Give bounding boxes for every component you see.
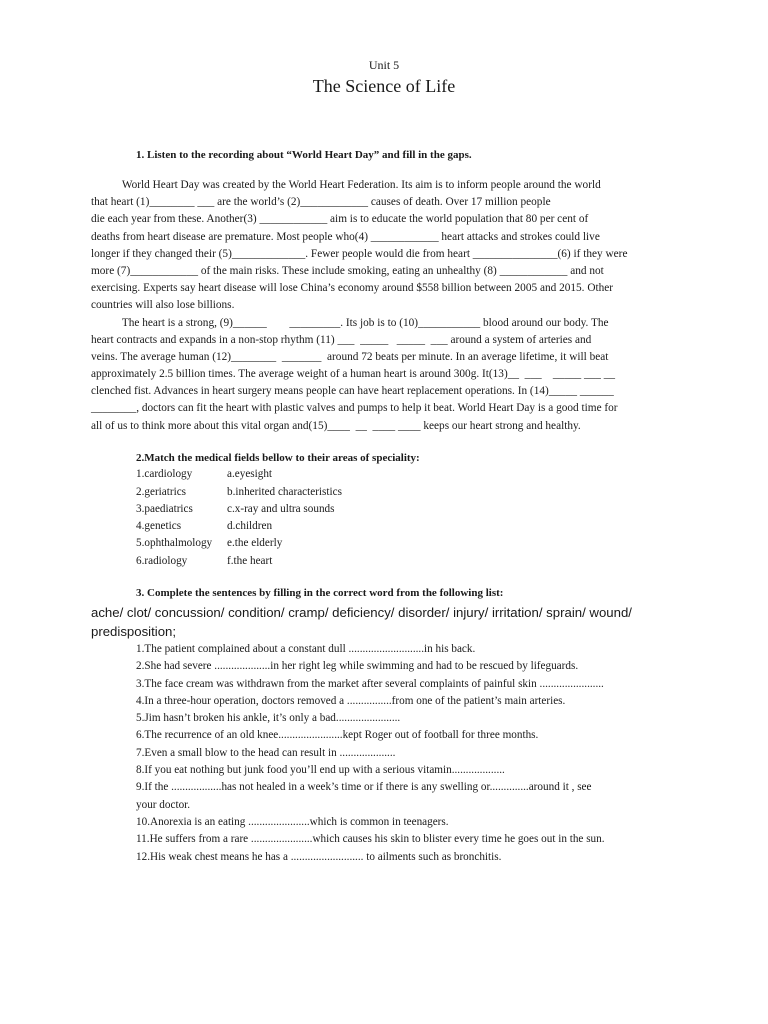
passage-line: more (7)____________ of the main risks. These include smoking, eating an unhealthy (8) ____________ and not — [91, 264, 604, 277]
match-row — [136, 555, 272, 567]
sentence-item: 7.Even a small blow to the head can result in .................... — [136, 746, 396, 759]
medical-field: 3.paediatrics — [136, 503, 193, 515]
unit-label: Unit 5 — [368, 58, 400, 72]
match-row — [136, 486, 342, 498]
passage-line: World Heart Day was created by the World Heart Federation. Its aim is to inform people around the world — [91, 179, 601, 191]
passage-line: approximately 2.5 billion times. The average weight of a human heart is around 300g. It(13)__ ___ _____ ___ __ — [91, 368, 616, 381]
speciality-area: c.x-ray and ultra sounds — [227, 503, 335, 515]
section1-heading: 1. Listen to the recording about “World Heart Day” and fill in the gaps. — [136, 149, 472, 161]
medical-field: 5.ophthalmology — [136, 537, 213, 549]
passage-line: veins. The average human (12)________ _______ around 72 beats per minute. In an average lifetime, it will beat — [91, 350, 609, 363]
speciality-area: a.eyesight — [227, 468, 273, 480]
medical-field: 1.cardiology — [136, 468, 193, 480]
passage-line: die each year from these. Another(3) ____________ aim is to educate the world population that 80 per cent of — [91, 213, 589, 226]
passage-line: ________, doctors can fit the heart with plastic valves and pumps to help it beat. World Heart Day is a good time for — [91, 402, 618, 415]
passage-line: longer if they changed their (5)_____________. Fewer people would die from heart _______________(6) if they were — [91, 247, 628, 260]
passage-line: countries will also lose billions. — [91, 299, 235, 312]
sentence-item: 12.His weak chest means he has a .......................... to ailments such as bronchitis. — [136, 850, 502, 863]
word-list — [91, 603, 691, 641]
sentence-item: 3.The face cream was withdrawn from the market after several complaints of painful skin ....................... — [136, 677, 604, 690]
sentence-item: 5.Jim hasn’t broken his ankle, it’s only a bad....................... — [136, 712, 401, 725]
sentence-item: 6.The recurrence of an old knee.......................kept Roger out of football for three months. — [136, 729, 539, 742]
sentence-item: 8.If you eat nothing but junk food you’ll end up with a serious vitamin................... — [136, 764, 505, 777]
match-row — [136, 503, 335, 515]
passage-line: heart contracts and expands in a non-stop rhythm (11) ___ _____ _____ ___ around a system of arteries and — [91, 333, 592, 346]
match-row — [136, 520, 272, 532]
passage-line: clenched fist. Advances in heart surgery means people can have heart replacement operations. In (14)_____ ______ — [91, 385, 614, 398]
passage-line: deaths from heart disease are premature. Most people who(4) ____________ heart attacks and strokes could live — [91, 230, 600, 243]
speciality-area: d.children — [227, 520, 273, 532]
sentence-item: 10.Anorexia is an eating ......................which is common in teenagers. — [136, 815, 449, 828]
page-title: The Science of Life — [312, 76, 456, 96]
sentence-item-continuation: your doctor. — [136, 798, 191, 811]
speciality-area: f.the heart — [227, 555, 273, 567]
passage-line: exercising. Experts say heart disease will lose China’s economy around $558 billion between 2005 and 2015. Other — [91, 282, 614, 295]
match-row — [136, 537, 282, 549]
section2-heading: 2.Match the medical fields bellow to their areas of speciality: — [136, 452, 420, 464]
speciality-area: e.the elderly — [227, 537, 283, 549]
sentence-list — [136, 641, 696, 866]
sentence-item: 4.In a three-hour operation, doctors removed a ................from one of the patient’s main arteries. — [136, 694, 566, 707]
speciality-area: b.inherited characteristics — [227, 486, 342, 498]
medical-field: 4.genetics — [136, 520, 182, 532]
section1-passage — [91, 177, 677, 435]
word-list-line: ache/ clot/ concussion/ condition/ cramp/ deficiency/ disorder/ injury/ irritation/ sprain/ wound/ — [91, 605, 632, 620]
medical-field: 6.radiology — [136, 555, 188, 567]
medical-field: 2.geriatrics — [136, 486, 187, 498]
sentence-item: 2.She had severe ....................in her right leg while swimming and had to be rescued by lifeguards. — [136, 660, 579, 673]
sentence-item: 9.If the ..................has not healed in a week’s time or if there is any swelling or..............around it , see — [136, 781, 592, 794]
word-list-line: predisposition; — [91, 624, 177, 639]
sentence-item: 1.The patient complained about a constant dull ...........................in his back. — [136, 643, 476, 655]
sentence-item: 11.He suffers from a rare ......................which causes his skin to blister every time he goes out in the sun. — [136, 833, 605, 846]
passage-line: that heart (1)________ ___ are the world’s (2)____________ causes of death. Over 17 million people — [91, 196, 551, 209]
match-row — [136, 468, 272, 480]
passage-line: The heart is a strong, (9)______ _________. Its job is to (10)___________ blood around our body. The — [91, 316, 609, 329]
section3-heading: 3. Complete the sentences by filling in the correct word from the following list: — [136, 587, 504, 599]
passage-line: all of us to think more about this vital organ and(15)____ __ ____ ____ keeps our heart strong and healthy. — [91, 419, 581, 432]
